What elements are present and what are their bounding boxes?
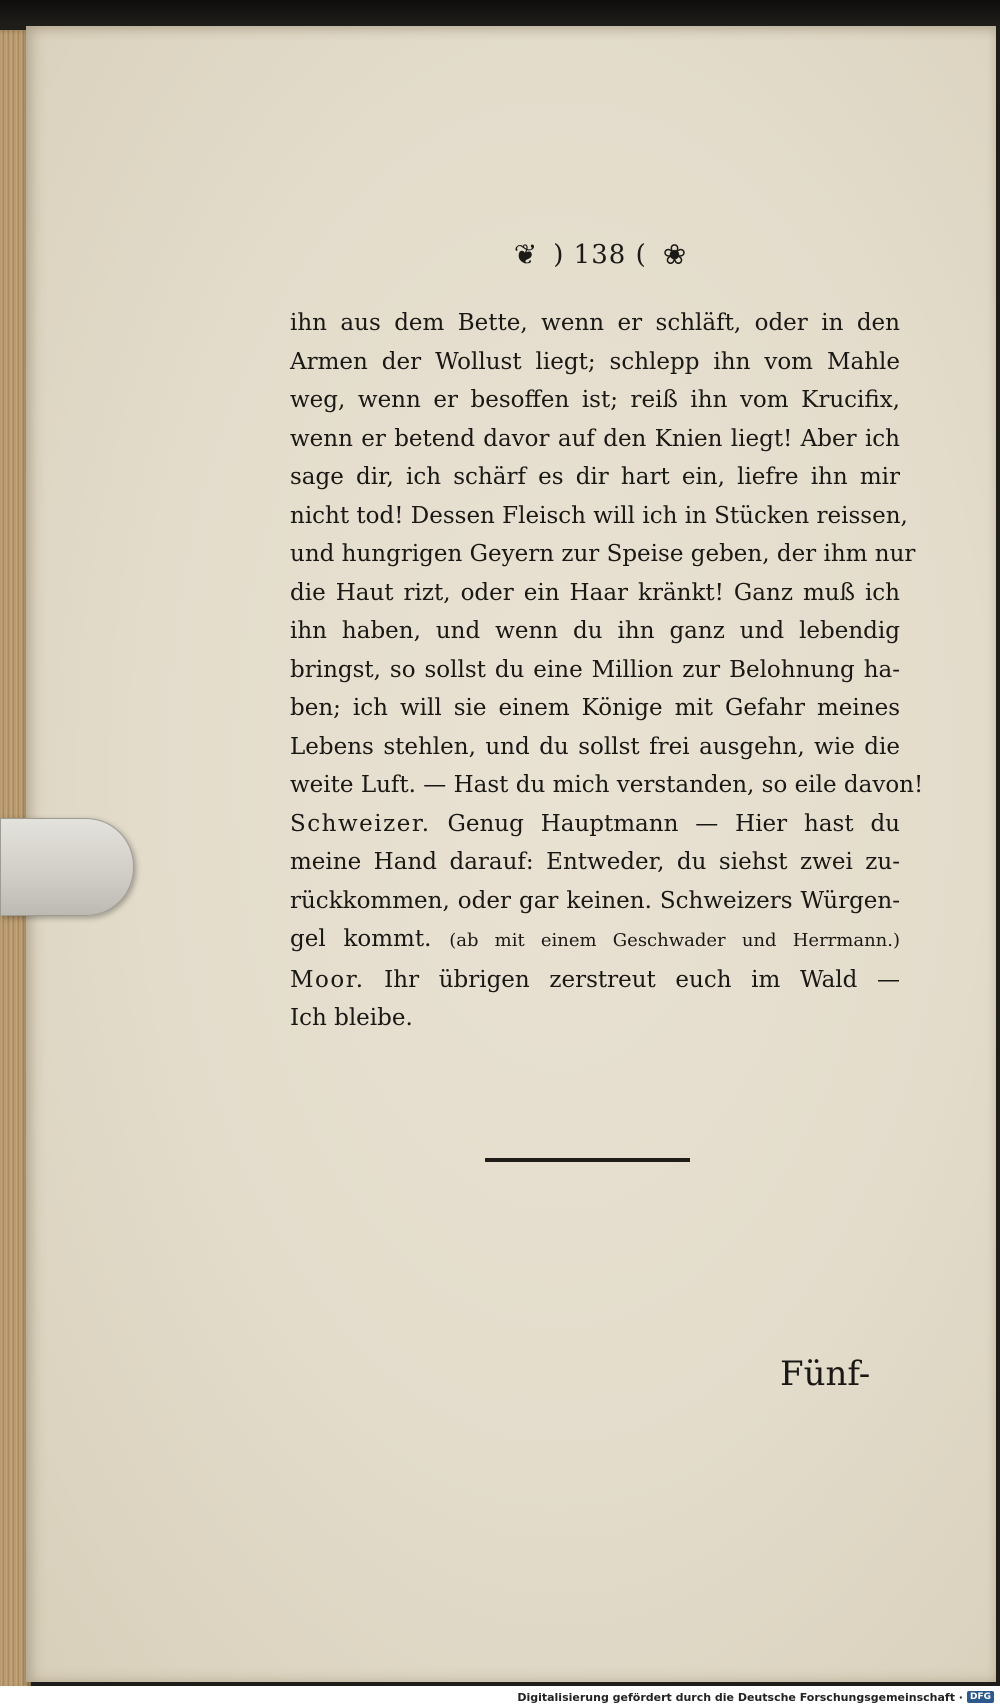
- left-ornament-icon: ❦: [513, 238, 538, 271]
- body-text: [290, 304, 924, 1038]
- footer-credit: Digitalisierung gefördert durch die Deutsche Forschungsgemeinschaft ·: [517, 1690, 963, 1704]
- bookmark-tab: [0, 818, 134, 916]
- text-line: ihn aus dem Bette, wenn er schläft, oder in den: [290, 310, 900, 336]
- text-line: Ich bleibe.: [290, 1005, 413, 1031]
- right-ornament-icon: ❀: [662, 238, 687, 271]
- top-shadow: [0, 0, 1000, 24]
- page-header: [470, 228, 730, 282]
- speaker-name: Moor.: [290, 966, 365, 993]
- text-line: rückkommen, oder gar keinen. Schweizers Würgen-: [290, 887, 900, 914]
- text-line: meine Hand darauf: Entweder, du siehst zwei zu-: [290, 849, 900, 875]
- speech-schweizer: [290, 805, 900, 961]
- text-line: ben; ich will sie einem Könige mit Gefahr meines: [290, 695, 900, 721]
- text-line: Lebens stehlen, und du sollst frei ausgehn, wie die: [290, 733, 900, 760]
- text-line: Armen der Wollust liegt; schlepp ihn vom Mahle: [290, 348, 900, 375]
- digitization-footer: [0, 1686, 1000, 1708]
- catchword: Fünf-: [780, 1354, 871, 1394]
- text-line: weg, wenn er besoffen ist; reiß ihn vom Krucifix,: [290, 387, 900, 413]
- text-line: nicht tod! Dessen Fleisch will ich in Stücken reissen,: [290, 502, 908, 529]
- speech-text: Genug Hauptmann — Hier hast du: [447, 810, 900, 837]
- text-line: und hungrigen Geyern zur Speise geben, der ihm nur: [290, 541, 916, 567]
- text-line: die Haut rizt, oder ein Haar kränkt! Ganz muß ich: [290, 579, 900, 606]
- speech-closing-line: [290, 920, 900, 961]
- text-line: ihn haben, und wenn du ihn ganz und lebendig: [290, 618, 900, 644]
- speech-moor: [290, 961, 900, 1038]
- text-line: weite Luft. — Hast du mich verstanden, so eile davon!: [290, 772, 924, 798]
- separator-rule: [485, 1158, 690, 1162]
- speaker-name: Schweizer.: [290, 810, 431, 837]
- stage-direction: (ab mit einem Geschwader und Herrmann.): [449, 930, 901, 951]
- speech-text: gel kommt.: [290, 926, 432, 952]
- speech-text: Ihr übrigen zerstreut euch im Wald —: [384, 966, 901, 993]
- text-line: bringst, so sollst du eine Million zur Belohnung ha-: [290, 656, 900, 683]
- page-number: ) 138 (: [553, 240, 647, 270]
- dfg-logo-icon: DFG: [967, 1691, 994, 1703]
- speech-first-line: [290, 805, 900, 844]
- speech-first-line: [290, 961, 900, 1000]
- text-line: wenn er betend davor auf den Knien liegt! Aber ich: [290, 425, 900, 452]
- text-line: sage dir, ich schärf es dir hart ein, liefre ihn mir: [290, 464, 900, 490]
